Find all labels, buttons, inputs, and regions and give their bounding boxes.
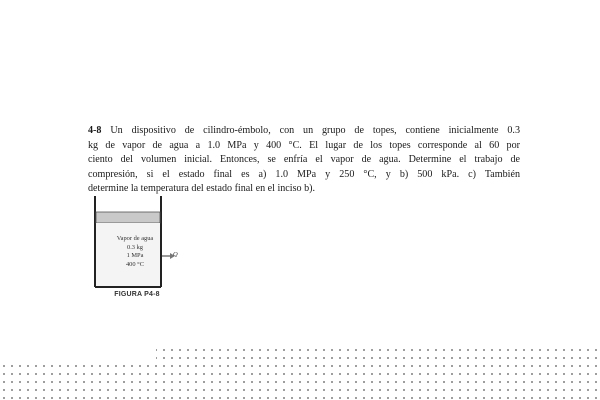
heat-label: Q: [173, 251, 178, 258]
temperature-label: 400 °C: [125, 260, 144, 268]
problem-line-5: determine la temperatura del estado final en el inciso b).: [88, 183, 316, 195]
vapor-label: Vapor de agua: [116, 235, 154, 242]
problem-statement: [88, 124, 520, 197]
problem-line-4: compresión, si el estado final es a) 1.0 MPa y 250 °C, y b) 500 kPa. c) También: [88, 168, 520, 180]
problem-line-3: ciento del volumen inicial. Entonces, se enfría el vapor de agua. Determine el trabajo de: [88, 154, 520, 166]
problem-line-2: kg de vapor de agua a 1.0 MPa y 400 °C. El lugar de los topes corresponde al 60 por: [88, 139, 520, 151]
figure-caption: FIGURA P4-8: [114, 291, 160, 298]
vapor-labels: [92, 235, 178, 269]
dotted-pattern: [0, 346, 600, 400]
problem-number: 4-8: [88, 125, 102, 136]
pressure-label: 1 MPa: [126, 252, 144, 259]
problem-line-1: 4-8 Un dispositivo de cilindro-émbolo, con un grupo de topes, contiene inicialmente 0.3: [88, 125, 520, 136]
piston: [96, 212, 160, 223]
mass-label: 0.3 kg: [127, 243, 143, 251]
piston-cylinder-figure: [92, 193, 202, 305]
